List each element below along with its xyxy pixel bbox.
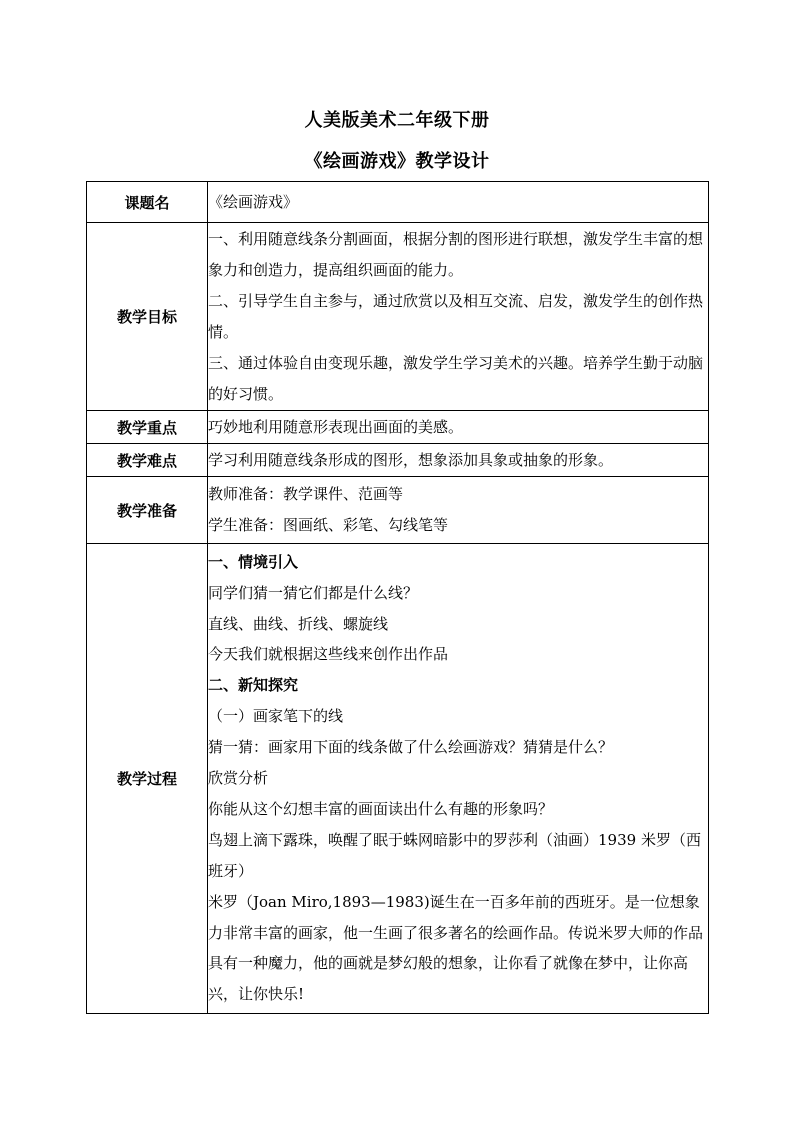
value-objectives — [208, 223, 709, 411]
preparation-teacher: 教师准备：教学课件、范画等 — [208, 485, 404, 503]
difficulties-text: 学习利用随意线条形成的图形，想象添加具象或抽象的形象。 — [208, 450, 614, 469]
objective-2: 二、引导学生自主参与，通过欣赏以及相互交流、启发，激发学生的创作热情。 — [208, 291, 704, 341]
objective-1: 一、利用随意线条分割画面，根据分割的图形进行联想，激发学生丰富的想象力和创造力，提高组织画面的能力。 — [208, 229, 704, 279]
label-process: 教学过程 — [87, 544, 208, 1014]
document-title: 人美版美术二年级下册 — [304, 110, 490, 131]
preparation-student: 学生准备：图画纸、彩笔、勾线笔等 — [208, 516, 449, 534]
label-preparation: 教学准备 — [87, 477, 208, 544]
row-preparation — [87, 477, 709, 544]
process-line: 鸟翅上滴下露珠，唤醒了眠于蛛网暗影中的罗莎利（油画）1939 米罗（西班牙） — [208, 830, 701, 880]
process-line: 欣赏分析 — [208, 769, 269, 788]
key-points-text: 巧妙地利用随意形表现出画面的美感。 — [208, 417, 464, 436]
row-process — [87, 544, 709, 1014]
process-line: 米罗（Joan Miro,1893—1983)诞生在一百多年前的西班牙。是一位想象力非常丰富的画家，他一生画了很多著名的绘画作品。传说米罗大师的作品具有一种魔力，他的画就是梦幻般的想象，让你看了就像在梦中，让你高兴，让你快乐! — [208, 892, 704, 1004]
value-process — [208, 544, 709, 1014]
row-objectives — [87, 223, 709, 411]
value-preparation — [208, 477, 709, 544]
value-difficulties — [208, 444, 709, 477]
process-line: 今天我们就根据这些线来创作出作品 — [208, 645, 449, 664]
row-topic — [87, 182, 709, 223]
process-section-2-heading: 二、新知探究 — [208, 676, 299, 695]
process-line: 同学们猜一猜它们都是什么线？ — [208, 583, 419, 602]
label-topic: 课题名 — [87, 182, 208, 223]
lesson-plan-table — [86, 181, 709, 1014]
label-difficulties: 教学难点 — [87, 444, 208, 477]
process-line: 直线、曲线、折线、螺旋线 — [208, 614, 389, 633]
row-key-points — [87, 411, 709, 444]
process-line: 你能从这个幻想丰富的画面读出什么有趣的形象吗？ — [208, 799, 554, 818]
value-key-points — [208, 411, 709, 444]
objective-3: 三、通过体验自由变现乐趣，激发学生学习美术的兴趣。培养学生勤于动脑的好习惯。 — [208, 353, 704, 403]
row-difficulties — [87, 444, 709, 477]
topic-text: 《绘画游戏》 — [208, 192, 299, 211]
label-objectives: 教学目标 — [87, 223, 208, 411]
document-subtitle: 《绘画游戏》教学设计 — [304, 151, 490, 172]
process-subsection-heading: （一）画家笔下的线 — [208, 707, 344, 726]
label-key-points: 教学重点 — [87, 411, 208, 444]
process-line: 猜一猜：画家用下面的线条做了什么绘画游戏？猜猜是什么？ — [208, 738, 614, 757]
value-topic — [208, 182, 709, 223]
process-section-1-heading: 一、情境引入 — [208, 552, 299, 571]
